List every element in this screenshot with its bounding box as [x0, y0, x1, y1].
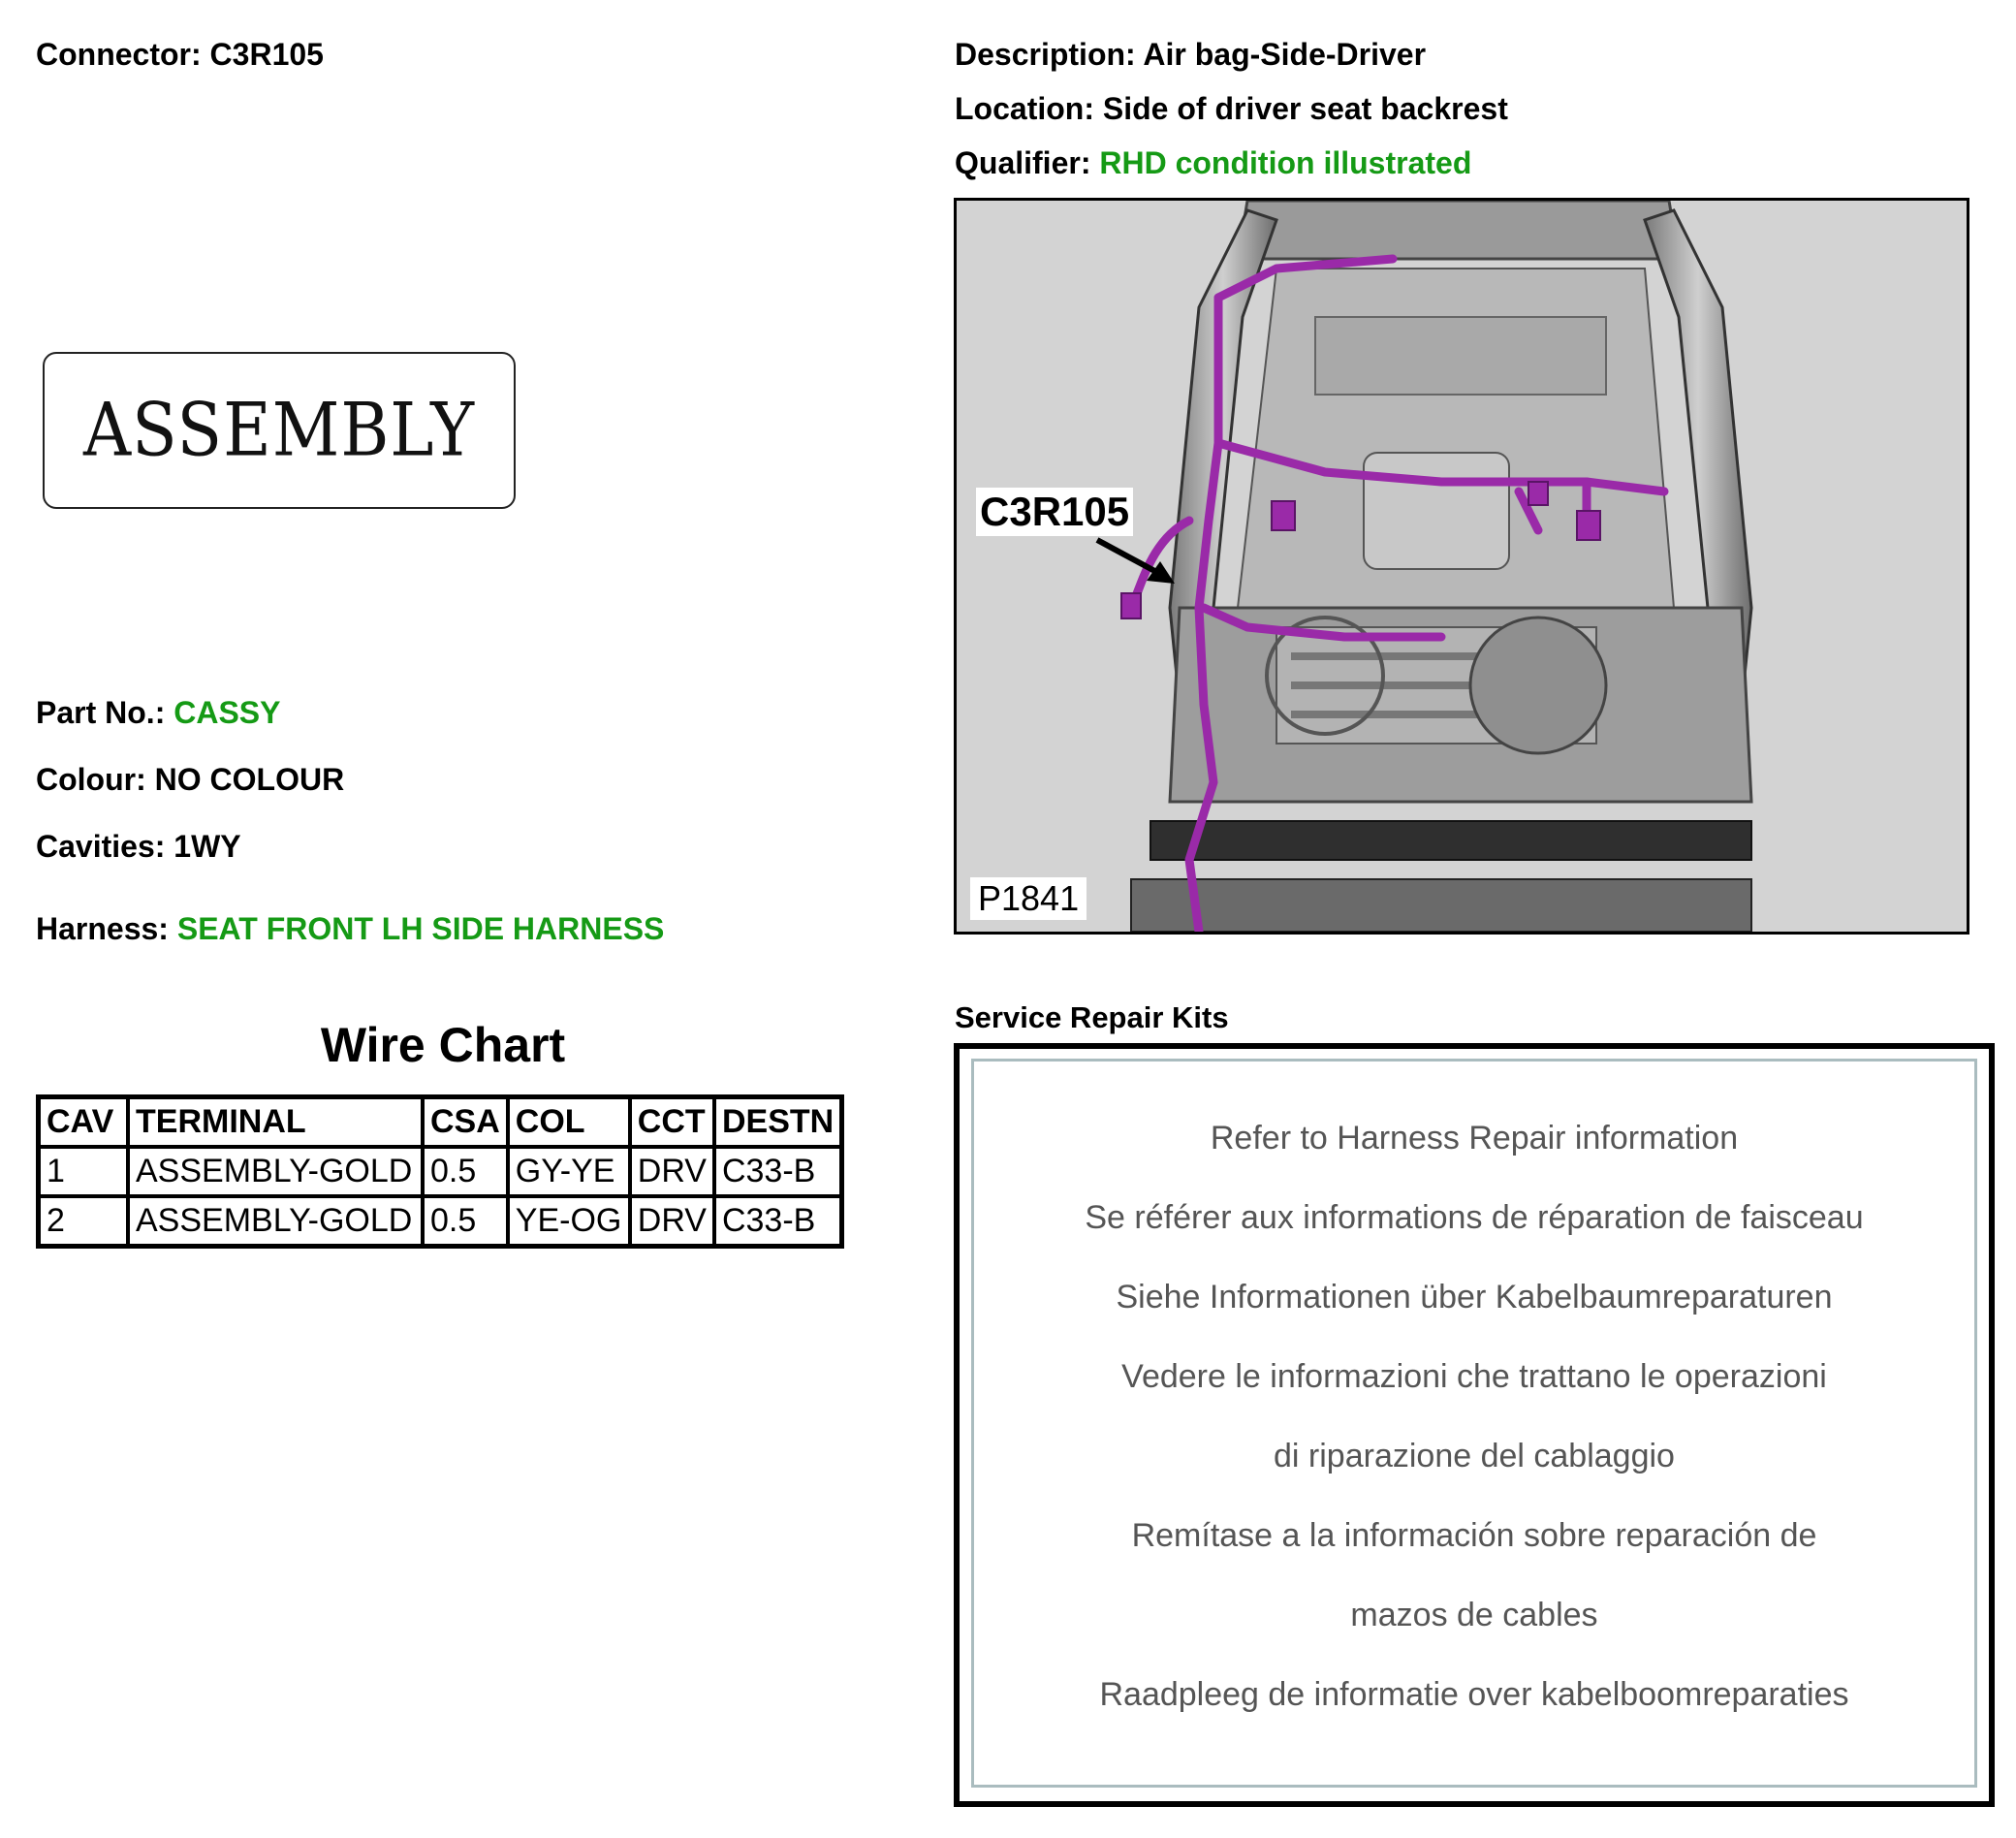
seat-frame-drawing: [957, 201, 1967, 932]
connector-face-text: ASSEMBLY: [82, 387, 475, 474]
wire-chart-header-row: [39, 1097, 842, 1148]
connector-label: Connector:: [36, 37, 202, 72]
qualifier-value: RHD condition illustrated: [1099, 145, 1472, 180]
cell-cct: DRV: [630, 1196, 714, 1247]
cell-csa: 0.5: [423, 1147, 508, 1196]
cell-col: YE-OG: [508, 1196, 630, 1247]
kit-line-nl: Raadpleeg de informatie over kabelboomreparaties: [1099, 1676, 1849, 1713]
figure-id-label: P1841: [970, 877, 1087, 920]
cavities-value: 1WY: [173, 829, 241, 864]
connector-face-image: [43, 352, 516, 509]
location-value: Side of driver seat backrest: [1102, 91, 1508, 126]
qualifier-field: [955, 143, 1471, 182]
location-label: Location:: [955, 91, 1094, 126]
table-row: [39, 1196, 842, 1247]
part-no-field: [36, 693, 280, 732]
column-header-csa: CSA: [423, 1097, 508, 1148]
cell-cct: DRV: [630, 1147, 714, 1196]
part-no-link[interactable]: CASSY: [173, 695, 281, 730]
location-illustration: [954, 198, 1969, 935]
harness-label: Harness:: [36, 911, 169, 946]
column-header-cav: CAV: [39, 1097, 129, 1148]
colour-label: Colour:: [36, 762, 146, 797]
table-row: [39, 1147, 842, 1196]
service-kits-inner-frame: [971, 1059, 1977, 1788]
kit-line-en: Refer to Harness Repair information: [1210, 1120, 1739, 1157]
connector-field: [36, 35, 324, 74]
column-header-destn: DESTN: [714, 1097, 842, 1148]
cavities-label: Cavities:: [36, 829, 166, 864]
kit-line-es-1: Remítase a la información sobre reparación de: [1131, 1517, 1817, 1554]
wire-chart-title: Wire Chart: [320, 1018, 566, 1072]
connector-callout-label: C3R105: [976, 488, 1133, 536]
cavities-field: [36, 827, 241, 866]
qualifier-label: Qualifier:: [955, 145, 1091, 180]
cell-cav: 2: [39, 1196, 129, 1247]
kit-line-it-1: Vedere le informazioni che trattano le operazioni: [1121, 1358, 1827, 1395]
colour-value: NO COLOUR: [154, 762, 345, 797]
part-no-label: Part No.:: [36, 695, 166, 730]
description-field: [955, 35, 1426, 74]
cell-cav: 1: [39, 1147, 129, 1196]
kit-line-fr: Se référer aux informations de réparation de faisceau: [1085, 1199, 1864, 1236]
harness-field: [36, 909, 664, 948]
kit-line-de: Siehe Informationen über Kabelbaumreparaturen: [1116, 1279, 1833, 1315]
cell-terminal: ASSEMBLY-GOLD: [128, 1147, 423, 1196]
description-label: Description:: [955, 37, 1136, 72]
cell-terminal: ASSEMBLY-GOLD: [128, 1196, 423, 1247]
service-kits-title: Service Repair Kits: [955, 1000, 1229, 1034]
colour-field: [36, 760, 344, 799]
column-header-col: COL: [508, 1097, 630, 1148]
service-kits-panel: [954, 1043, 1995, 1807]
cell-col: GY-YE: [508, 1147, 630, 1196]
description-value: Air bag-Side-Driver: [1143, 37, 1427, 72]
cell-destn: C33-B: [714, 1147, 842, 1196]
connector-value: C3R105: [209, 37, 324, 72]
column-header-cct: CCT: [630, 1097, 714, 1148]
harness-link[interactable]: SEAT FRONT LH SIDE HARNESS: [176, 911, 665, 946]
cell-csa: 0.5: [423, 1196, 508, 1247]
location-field: [955, 89, 1508, 128]
kit-line-es-2: mazos de cables: [1350, 1597, 1598, 1633]
wire-chart-table: [36, 1094, 844, 1249]
cell-destn: C33-B: [714, 1196, 842, 1247]
column-header-terminal: TERMINAL: [128, 1097, 423, 1148]
kit-line-it-2: di riparazione del cablaggio: [1274, 1438, 1675, 1474]
